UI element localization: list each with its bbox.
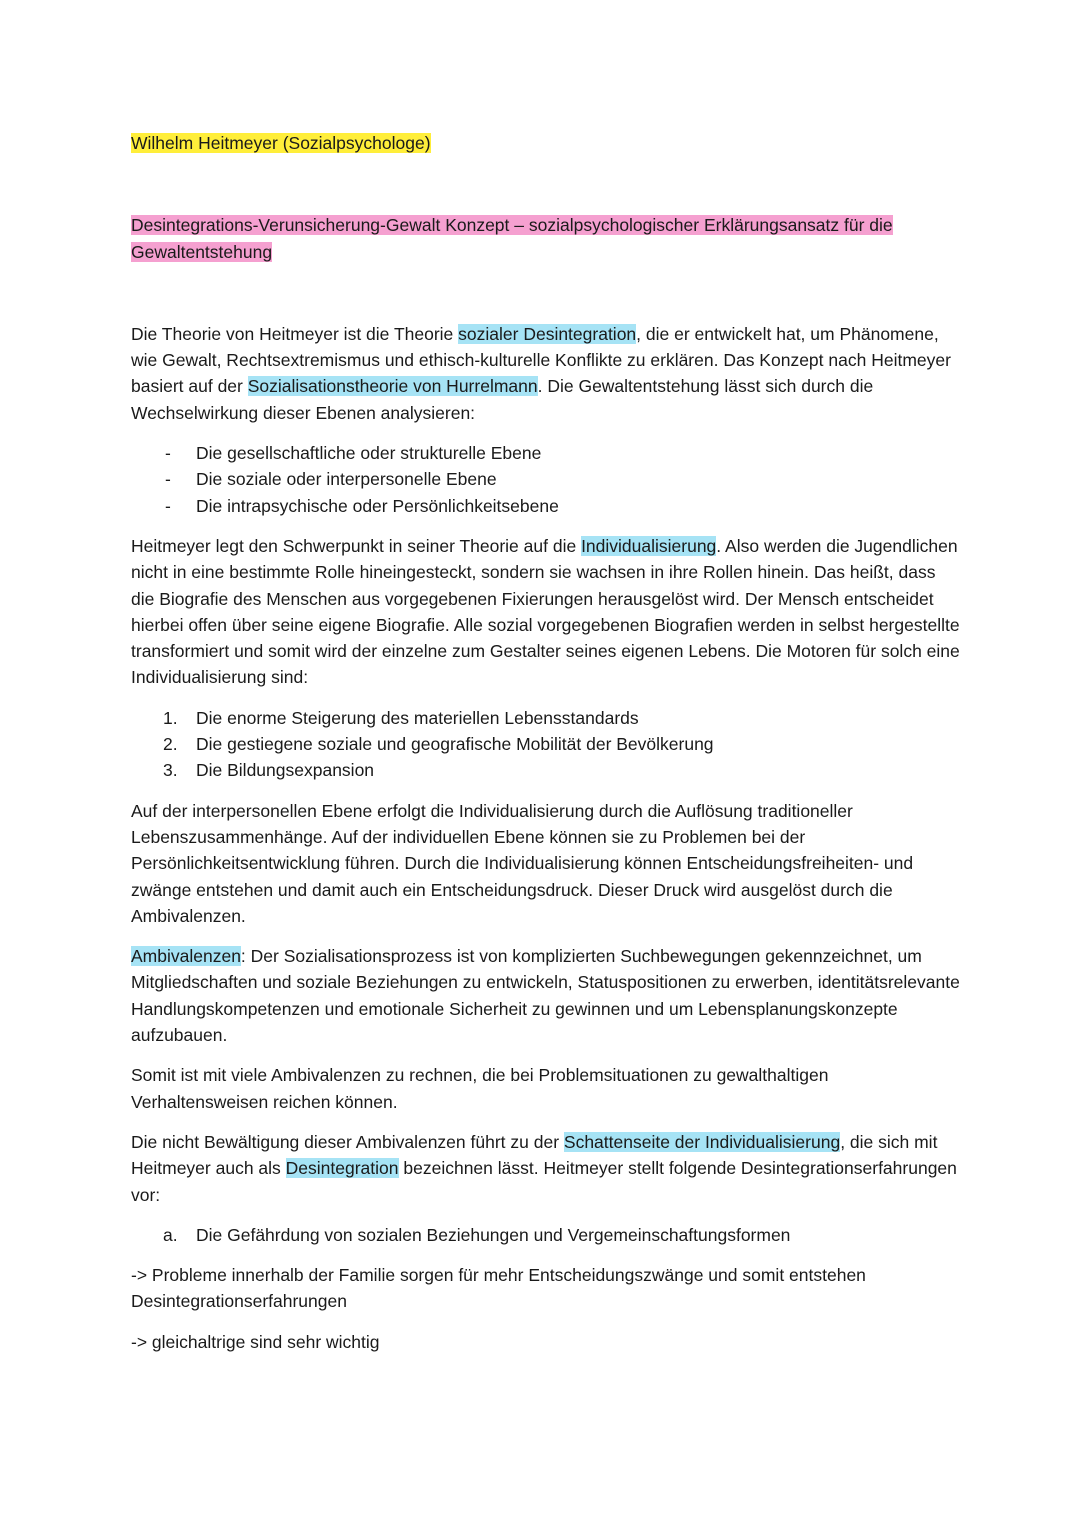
list-letter: a. <box>163 1224 178 1245</box>
highlight-desintegration: Desintegration <box>285 1158 399 1179</box>
document-subtitle <box>131 212 961 265</box>
motors-list <box>131 705 961 784</box>
list-item <box>131 493 961 519</box>
list-number: 1. <box>163 707 178 728</box>
list-item <box>131 466 961 492</box>
list-item <box>131 757 961 783</box>
paragraph-theory-intro <box>131 321 961 426</box>
list-number: 3. <box>163 760 178 781</box>
list-item-text: Die intrapsychische oder Persönlichkeitsebene <box>196 495 559 516</box>
text-segment: Heitmeyer legt den Schwerpunkt in seiner Theorie auf die <box>131 535 582 556</box>
paragraph-problemsituationen: Somit ist mit viele Ambivalenzen zu rechnen, die bei Problemsituationen zu gewalthaltigen Verhaltensweisen reichen können. <box>131 1065 829 1112</box>
highlight-ambivalenzen: Ambivalenzen <box>131 946 241 967</box>
list-item-text: Die gesellschaftliche oder strukturelle Ebene <box>196 443 542 464</box>
paragraph-individualisierung <box>131 533 961 691</box>
list-item <box>131 731 961 757</box>
dash-marker: - <box>165 469 171 490</box>
list-item <box>131 705 961 731</box>
paragraph-familie: -> Probleme innerhalb der Familie sorgen für mehr Entscheidungszwänge und somit entstehen Desintegrationserfahrungen <box>131 1265 866 1312</box>
dash-marker: - <box>165 443 171 464</box>
paragraph-ambivalenzen <box>131 943 961 1048</box>
document-page <box>131 130 961 1369</box>
highlight-hurrelmann: Sozialisationstheorie von Hurrelmann <box>247 376 538 397</box>
list-item-text: Die Gefährdung von sozialen Beziehungen und Vergemeinschaftungsformen <box>196 1224 791 1245</box>
text-segment: Die nicht Bewältigung dieser Ambivalenzen führt zu der <box>131 1131 564 1152</box>
text-segment: , die sich mit Heitmeyer auch als <box>131 1131 938 1179</box>
list-item <box>131 440 961 466</box>
highlight-soziale-desintegration: sozialer Desintegration <box>458 323 637 344</box>
title-highlight: Wilhelm Heitmeyer (Sozialpsychologe) <box>131 133 431 153</box>
text-segment: . Die Gewaltentstehung lässt sich durch die Wechselwirkung dieser Ebenen analysieren: <box>131 376 874 423</box>
list-item-text: Die gestiegene soziale und geografische Mobilität der Bevölkerung <box>196 734 714 755</box>
subtitle-highlight: Desintegrations-Verunsicherung-Gewalt Konzept – sozialpsychologischer Erklärungsansatz für die Gewaltentstehung <box>131 215 893 262</box>
levels-list <box>131 440 961 519</box>
document-title <box>131 130 961 156</box>
paragraph-interpersonal: Auf der interpersonellen Ebene erfolgt die Individualisierung durch die Auflösung traditioneller Lebenszusammenhänge. Auf der individuellen Ebene können sie zu Problemen bei der Persönlichkeitsentwicklung führen. Durch die Individualisierung können Entscheidungsfreiheiten- und zwänge entstehen und damit auch ein Entscheidungsdruck. Dieser Druck wird ausgelöst durch die Ambivalenzen. <box>131 800 914 926</box>
text-segment: : Der Sozialisationsprozess ist von komplizierten Suchbewegungen gekennzeichnet, um Mitgliedschaften und soziale Beziehungen zu entwickeln, Statuspositionen zu erwerben, identitätsrelevante Handlungskompetenzen und emotionale Sicherheit zu gewinnen und um Lebensplanungskonzepte aufzubauen. <box>131 946 960 1046</box>
text-segment: . Also werden die Jugendlichen nicht in eine bestimmte Rolle hineingesteckt, sondern sie wachsen in ihre Rollen hinein. Das heißt, dass die Biografie des Menschen aus vorgegebenen Fixierungen herausgelöst wird. Der Mensch entscheidet hierbei offen über seine eigene Biografie. Alle sozial vorgegebenen Biografien werden in selbst hergestellte transformiert und somit wird der einzelne zum Gestalter seines eigenen Lebens. Die Motoren für solch eine Individualisierung sind: <box>131 535 960 688</box>
highlight-individualisierung: Individualisierung <box>581 535 717 556</box>
list-number: 2. <box>163 734 178 755</box>
dash-marker: - <box>165 495 171 516</box>
text-segment: , die er entwickelt hat, um Phänomene, wie Gewalt, Rechtsextremismus und ethisch-kulturelle Konflikte zu erklären. Das Konzept nach Heitmeyer basiert auf der <box>131 323 951 397</box>
list-item <box>131 1222 961 1248</box>
list-item-text: Die enorme Steigerung des materiellen Lebensstandards <box>196 707 639 728</box>
list-item-text: Die Bildungsexpansion <box>196 760 375 781</box>
list-item-text: Die soziale oder interpersonelle Ebene <box>196 469 497 490</box>
experiences-list <box>131 1222 961 1248</box>
paragraph-gleichaltrige: -> gleichaltrige sind sehr wichtig <box>131 1331 380 1352</box>
highlight-schattenseite: Schattenseite der Individualisierung <box>563 1131 841 1152</box>
text-segment: bezeichnen lässt. Heitmeyer stellt folgende Desintegrationserfahrungen vor: <box>131 1158 957 1205</box>
text-segment: Die Theorie von Heitmeyer ist die Theorie <box>131 323 459 344</box>
paragraph-schattenseite <box>131 1129 961 1208</box>
